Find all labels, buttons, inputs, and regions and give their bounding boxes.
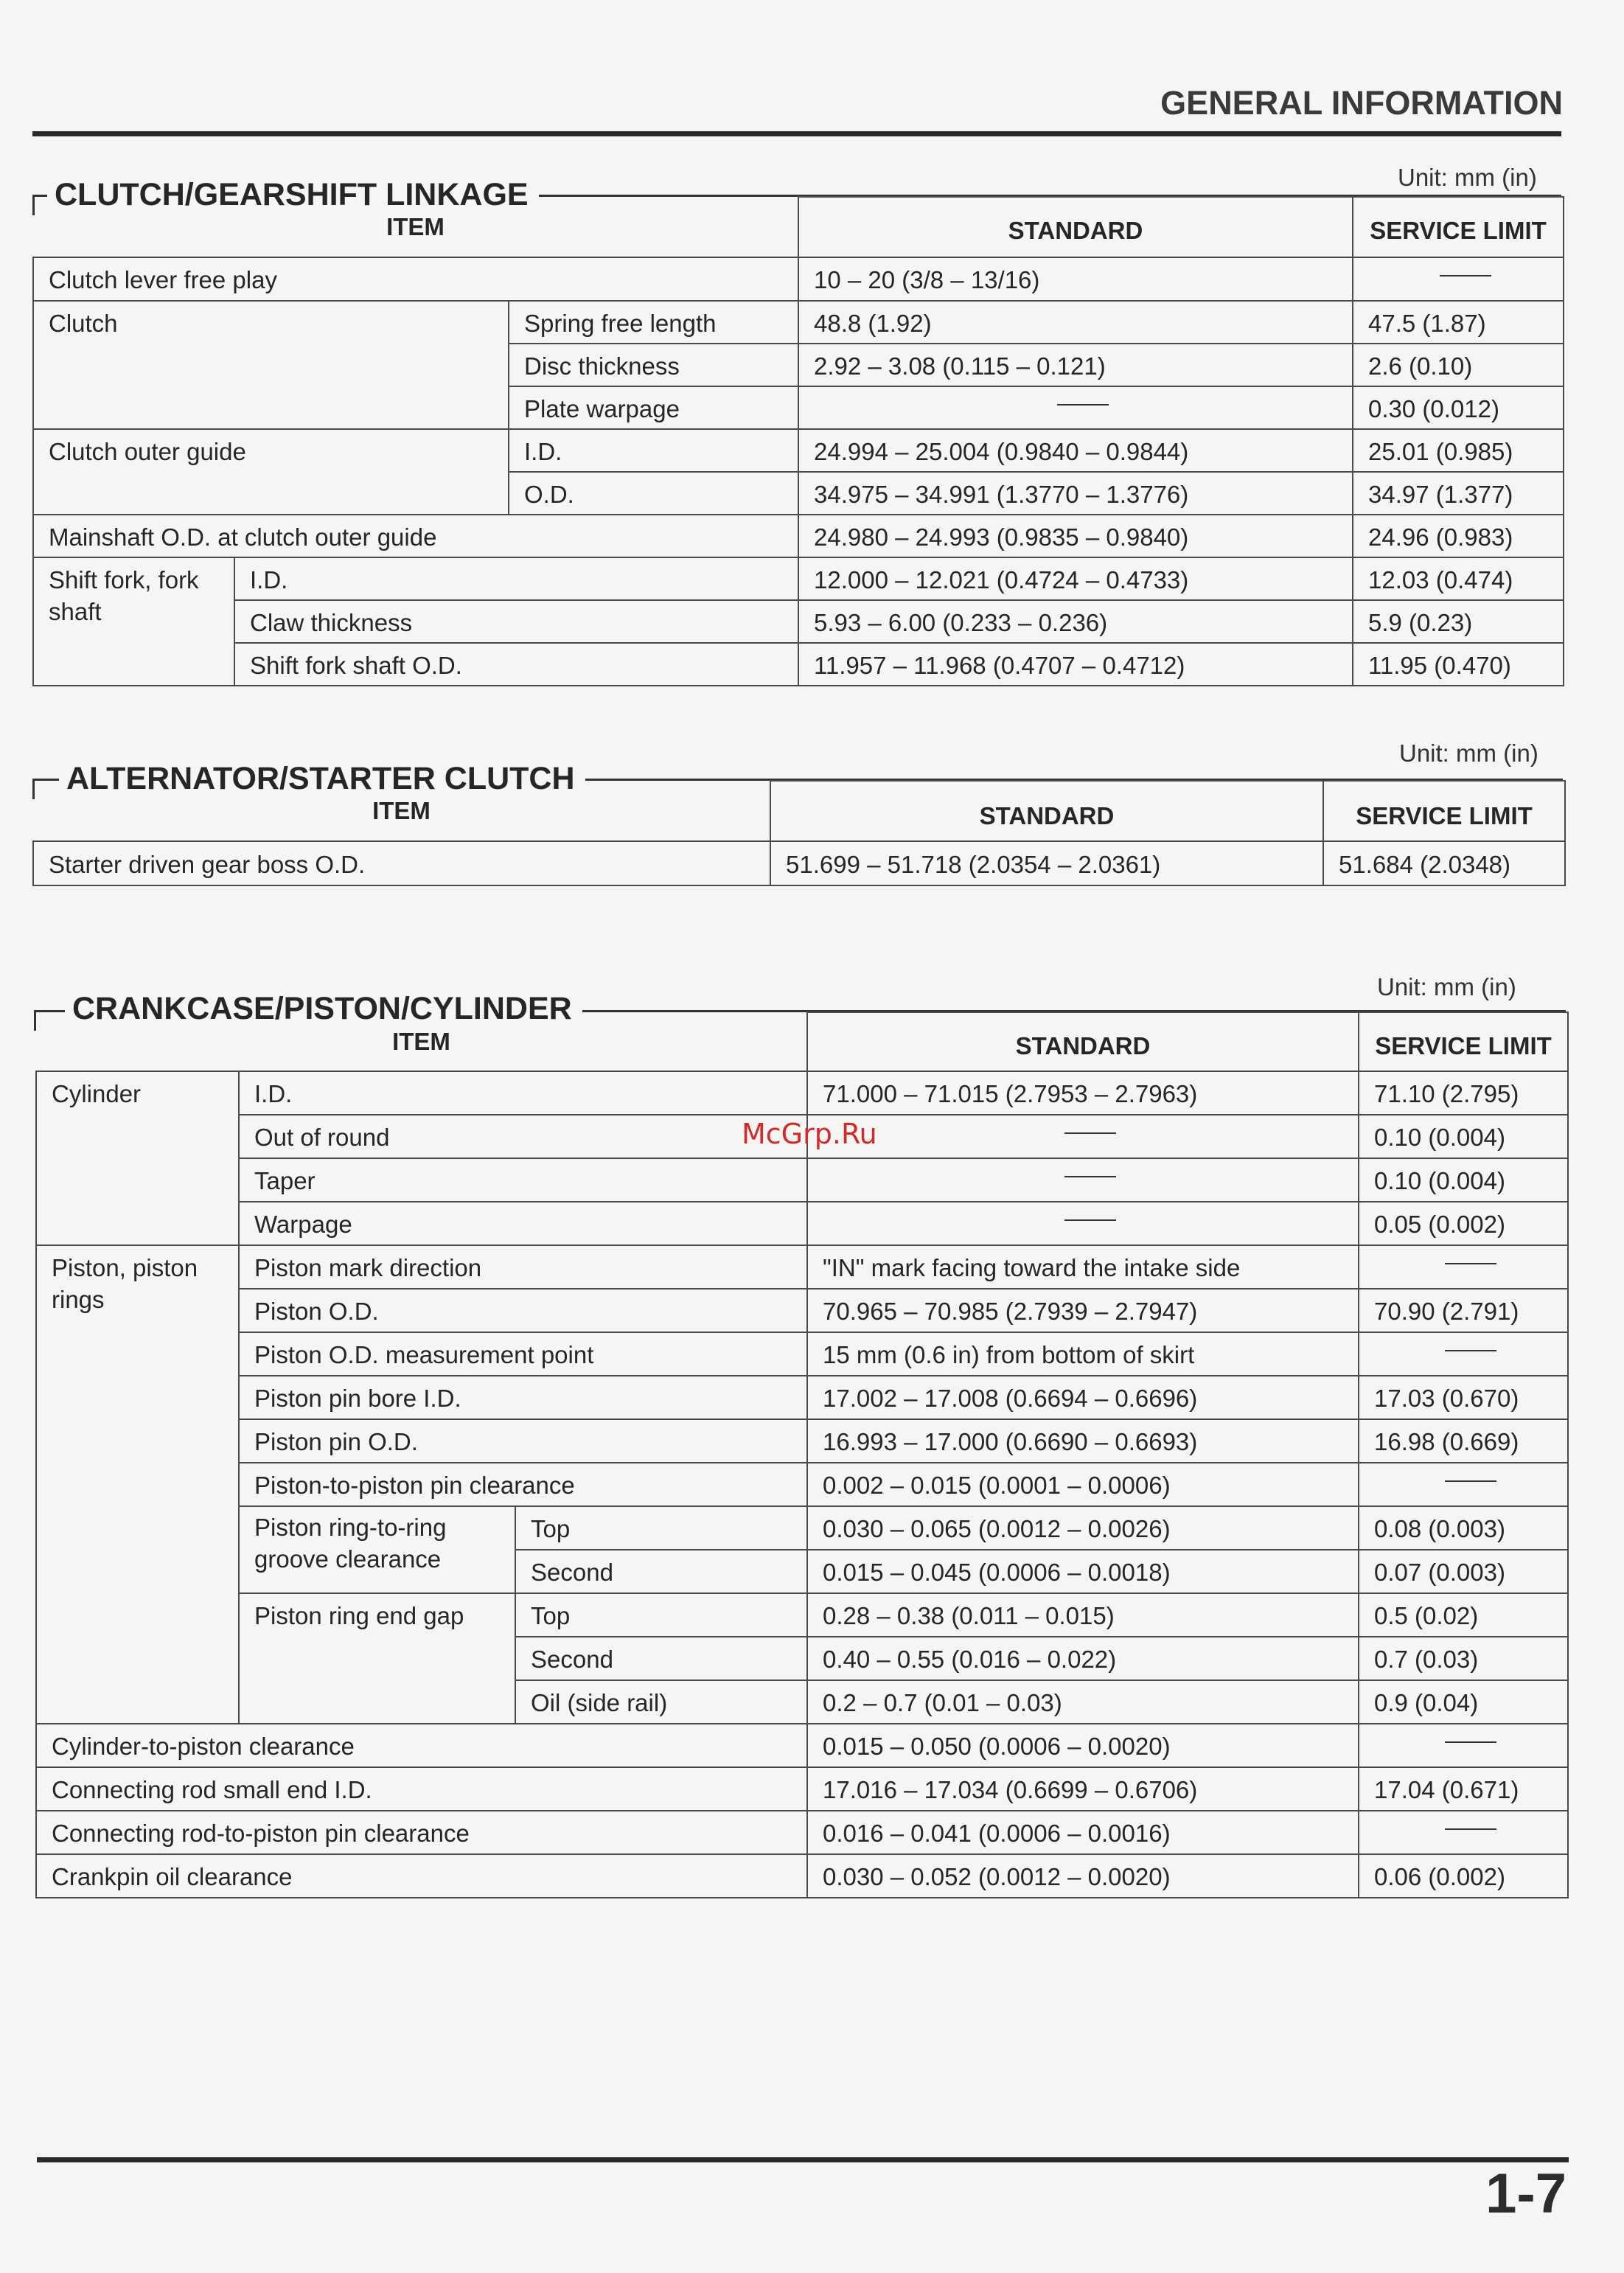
limit-cell — [1359, 1463, 1568, 1506]
standard-cell: 0.030 – 0.052 (0.0012 – 0.0020) — [807, 1854, 1359, 1898]
group-label: Shift fork, fork shaft — [33, 557, 234, 686]
sub-item-cell: Piston O.D. — [239, 1289, 807, 1332]
sub-item-cell: Piston mark direction — [239, 1245, 807, 1289]
group-label: Piston, piston rings — [36, 1245, 239, 1724]
sub-item-cell: Second — [515, 1637, 807, 1680]
limit-cell: 0.10 (0.004) — [1359, 1115, 1568, 1158]
standard-cell: 0.015 – 0.045 (0.0006 – 0.0018) — [807, 1550, 1359, 1593]
table-row — [36, 1854, 1568, 1898]
table-row — [33, 643, 1564, 686]
standard-cell: 0.030 – 0.065 (0.0012 – 0.0026) — [807, 1506, 1359, 1550]
limit-cell: 24.96 (0.983) — [1353, 515, 1564, 557]
table-row — [36, 1724, 1568, 1767]
unit-label: Unit: mm (in) — [1377, 973, 1516, 1000]
table-row — [36, 1245, 1568, 1289]
sub-item-cell: Top — [515, 1506, 807, 1550]
table-row — [33, 841, 1565, 885]
limit-cell: 0.30 (0.012) — [1353, 386, 1564, 429]
standard-cell: 34.975 – 34.991 (1.3770 – 1.3776) — [798, 472, 1353, 515]
table-row — [33, 600, 1564, 643]
table-row — [33, 301, 1564, 344]
col-header-item: ITEM — [33, 197, 798, 257]
alternator-spec-table — [32, 780, 1566, 886]
standard-cell: 0.015 – 0.050 (0.0006 – 0.0020) — [807, 1724, 1359, 1767]
table-row — [36, 1376, 1568, 1419]
dash-icon — [1064, 1176, 1116, 1177]
item-cell: Crankpin oil clearance — [36, 1854, 807, 1898]
table-row — [33, 557, 1564, 600]
dash-icon — [1445, 1263, 1496, 1264]
limit-cell: 0.5 (0.02) — [1359, 1593, 1568, 1637]
standard-cell: 0.28 – 0.38 (0.011 – 0.015) — [807, 1593, 1359, 1637]
limit-cell — [1359, 1245, 1568, 1289]
group-label: Cylinder — [36, 1071, 239, 1245]
standard-cell: 51.699 – 51.718 (2.0354 – 2.0361) — [770, 841, 1323, 885]
item-cell: Clutch lever free play — [33, 257, 798, 301]
table-row — [33, 257, 1564, 301]
limit-cell: 70.90 (2.791) — [1359, 1289, 1568, 1332]
item-cell: Starter driven gear boss O.D. — [33, 841, 770, 885]
sub-item-cell: Taper — [239, 1158, 807, 1202]
standard-cell: 17.016 – 17.034 (0.6699 – 0.6706) — [807, 1767, 1359, 1811]
dash-icon — [1064, 1219, 1116, 1221]
limit-cell — [1359, 1724, 1568, 1767]
col-header-service-limit: SERVICE LIMIT — [1359, 1012, 1568, 1071]
limit-cell: 0.10 (0.004) — [1359, 1158, 1568, 1202]
group-label: Clutch outer guide — [33, 429, 509, 515]
col-header-service-limit: SERVICE LIMIT — [1323, 781, 1565, 841]
col-header-standard: STANDARD — [807, 1012, 1359, 1071]
limit-cell: 2.6 (0.10) — [1353, 344, 1564, 386]
limit-cell: 16.98 (0.669) — [1359, 1419, 1568, 1463]
section-title: ALTERNATOR/STARTER CLUTCH — [59, 761, 585, 797]
dash-icon — [1064, 1132, 1116, 1134]
sub-item-cell: Second — [515, 1550, 807, 1593]
table-row — [33, 515, 1564, 557]
standard-cell: 5.93 – 6.00 (0.233 – 0.236) — [798, 600, 1353, 643]
watermark-text: McGrp.Ru — [742, 1118, 877, 1150]
limit-cell: 12.03 (0.474) — [1353, 557, 1564, 600]
col-header-service-limit: SERVICE LIMIT — [1353, 197, 1564, 257]
limit-cell: 47.5 (1.87) — [1353, 301, 1564, 344]
item-cell: Connecting rod-to-piston pin clearance — [36, 1811, 807, 1854]
unit-label: Unit: mm (in) — [1398, 164, 1537, 191]
standard-cell: 16.993 – 17.000 (0.6690 – 0.6693) — [807, 1419, 1359, 1463]
page-header-title: GENERAL INFORMATION — [1160, 84, 1563, 122]
footer-rule — [37, 2157, 1569, 2162]
group-label: Clutch — [33, 301, 509, 429]
sub-item-cell: Shift fork shaft O.D. — [234, 643, 798, 686]
sub-item-cell: Piston-to-piston pin clearance — [239, 1463, 807, 1506]
col-header-item: ITEM — [36, 1012, 807, 1071]
table-row — [36, 1767, 1568, 1811]
sub-item-cell: Spring free length — [509, 301, 798, 344]
item-cell: Cylinder-to-piston clearance — [36, 1724, 807, 1767]
standard-cell: 12.000 – 12.021 (0.4724 – 0.4733) — [798, 557, 1353, 600]
standard-cell: 10 – 20 (3/8 – 13/16) — [798, 257, 1353, 301]
clutch-spec-table — [32, 196, 1564, 686]
limit-cell — [1353, 257, 1564, 301]
table-row — [36, 1506, 1568, 1550]
limit-cell — [1359, 1811, 1568, 1854]
standard-cell — [798, 386, 1353, 429]
table-row — [36, 1289, 1568, 1332]
standard-cell — [807, 1115, 1359, 1158]
limit-cell: 5.9 (0.23) — [1353, 600, 1564, 643]
unit-label: Unit: mm (in) — [1399, 739, 1538, 767]
dash-icon — [1445, 1741, 1496, 1743]
limit-cell: 0.08 (0.003) — [1359, 1506, 1568, 1550]
limit-cell: 71.10 (2.795) — [1359, 1071, 1568, 1115]
standard-cell: 0.002 – 0.015 (0.0001 – 0.0006) — [807, 1463, 1359, 1506]
item-cell: Mainshaft O.D. at clutch outer guide — [33, 515, 798, 557]
col-header-item: ITEM — [33, 781, 770, 841]
sub-item-cell: I.D. — [239, 1071, 807, 1115]
header-rule — [32, 131, 1561, 136]
sub-item-cell: Piston pin bore I.D. — [239, 1376, 807, 1419]
limit-cell — [1359, 1332, 1568, 1376]
table-row — [36, 1419, 1568, 1463]
table-row — [36, 1071, 1568, 1115]
group-label: Piston ring end gap — [239, 1593, 515, 1724]
section-title: CRANKCASE/PISTON/CYLINDER — [65, 991, 582, 1027]
sub-item-cell: Plate warpage — [509, 386, 798, 429]
sub-item-cell: Disc thickness — [509, 344, 798, 386]
table-row — [36, 1463, 1568, 1506]
standard-cell — [807, 1158, 1359, 1202]
standard-cell: 70.965 – 70.985 (2.7939 – 2.7947) — [807, 1289, 1359, 1332]
limit-cell: 51.684 (2.0348) — [1323, 841, 1565, 885]
table-row — [36, 1158, 1568, 1202]
limit-cell: 25.01 (0.985) — [1353, 429, 1564, 472]
sub-item-cell: I.D. — [509, 429, 798, 472]
limit-cell: 0.06 (0.002) — [1359, 1854, 1568, 1898]
standard-cell: "IN" mark facing toward the intake side — [807, 1245, 1359, 1289]
dash-icon — [1445, 1828, 1496, 1830]
section-title: CLUTCH/GEARSHIFT LINKAGE — [47, 177, 539, 213]
standard-cell: 15 mm (0.6 in) from bottom of skirt — [807, 1332, 1359, 1376]
standard-cell — [807, 1202, 1359, 1245]
sub-item-cell: Piston pin O.D. — [239, 1419, 807, 1463]
table-row — [36, 1332, 1568, 1376]
limit-cell: 17.04 (0.671) — [1359, 1767, 1568, 1811]
standard-cell: 24.980 – 24.993 (0.9835 – 0.9840) — [798, 515, 1353, 557]
standard-cell: 0.2 – 0.7 (0.01 – 0.03) — [807, 1680, 1359, 1724]
sub-item-cell: Top — [515, 1593, 807, 1637]
table-row — [36, 1811, 1568, 1854]
dash-icon — [1445, 1350, 1496, 1351]
standard-cell: 2.92 – 3.08 (0.115 – 0.121) — [798, 344, 1353, 386]
limit-cell: 0.7 (0.03) — [1359, 1637, 1568, 1680]
sub-item-cell: Warpage — [239, 1202, 807, 1245]
table-row — [36, 1593, 1568, 1637]
sub-item-cell: Out of round — [239, 1115, 807, 1158]
limit-cell: 11.95 (0.470) — [1353, 643, 1564, 686]
table-row — [33, 429, 1564, 472]
standard-cell: 11.957 – 11.968 (0.4707 – 0.4712) — [798, 643, 1353, 686]
standard-cell: 0.40 – 0.55 (0.016 – 0.022) — [807, 1637, 1359, 1680]
limit-cell: 0.07 (0.003) — [1359, 1550, 1568, 1593]
dash-icon — [1057, 404, 1109, 405]
standard-cell: 48.8 (1.92) — [798, 301, 1353, 344]
item-cell: Connecting rod small end I.D. — [36, 1767, 807, 1811]
sub-item-cell: Claw thickness — [234, 600, 798, 643]
sub-item-cell: O.D. — [509, 472, 798, 515]
standard-cell: 0.016 – 0.041 (0.0006 – 0.0016) — [807, 1811, 1359, 1854]
dash-icon — [1445, 1480, 1496, 1482]
limit-cell: 17.03 (0.670) — [1359, 1376, 1568, 1419]
limit-cell: 0.9 (0.04) — [1359, 1680, 1568, 1724]
dash-icon — [1440, 275, 1491, 276]
limit-cell: 34.97 (1.377) — [1353, 472, 1564, 515]
sub-item-cell: Oil (side rail) — [515, 1680, 807, 1724]
standard-cell: 71.000 – 71.015 (2.7953 – 2.7963) — [807, 1071, 1359, 1115]
col-header-standard: STANDARD — [770, 781, 1323, 841]
limit-cell: 0.05 (0.002) — [1359, 1202, 1568, 1245]
sub-item-cell: Piston O.D. measurement point — [239, 1332, 807, 1376]
page-number: 1-7 — [1485, 2162, 1567, 2225]
col-header-standard: STANDARD — [798, 197, 1353, 257]
sub-item-cell: I.D. — [234, 557, 798, 600]
group-label: Piston ring-to-ring groove clearance — [239, 1506, 515, 1593]
standard-cell: 24.994 – 25.004 (0.9840 – 0.9844) — [798, 429, 1353, 472]
table-row — [36, 1202, 1568, 1245]
standard-cell: 17.002 – 17.008 (0.6694 – 0.6696) — [807, 1376, 1359, 1419]
